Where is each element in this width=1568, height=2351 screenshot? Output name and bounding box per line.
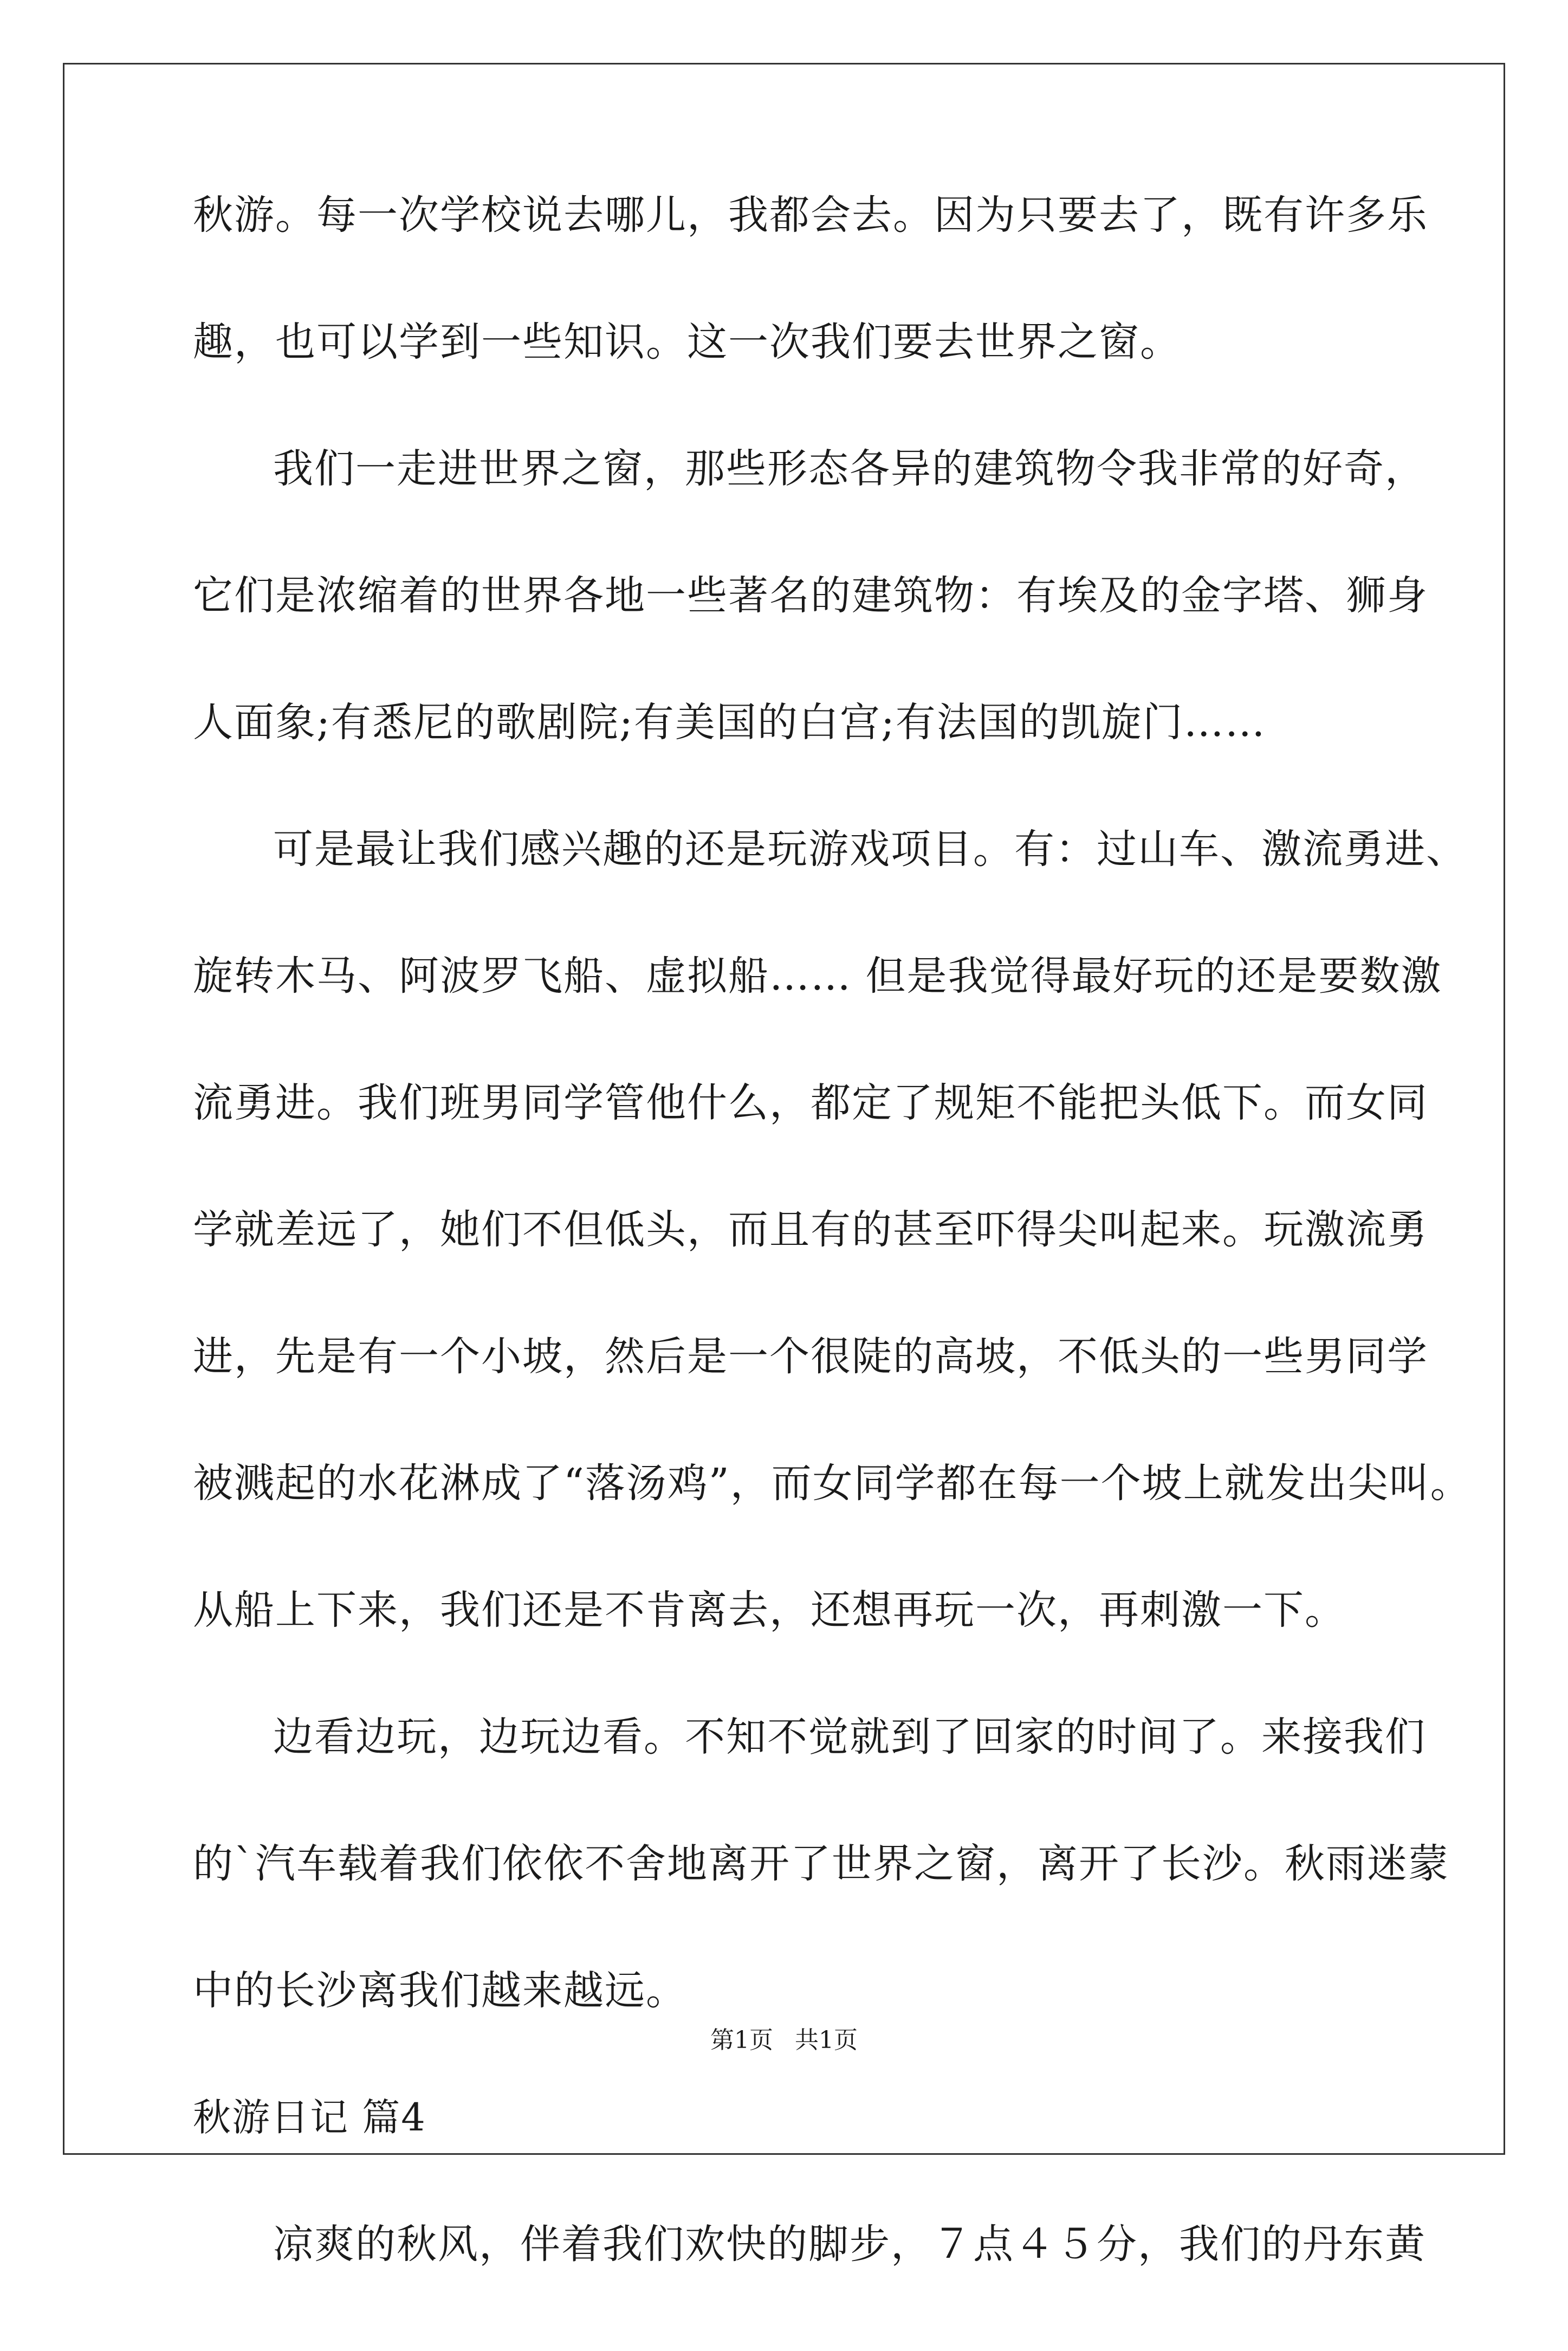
text-line-7: 旋转木马、阿波罗飞船、虚拟船…… 但是我觉得最好玩的还是要数激: [193, 953, 1442, 999]
section-heading: 秋游日记 篇4: [193, 2095, 426, 2140]
text-line-9: 学就差远了，她们不但低头，而且有的甚至吓得尖叫起来。玩激流勇: [193, 1206, 1428, 1253]
page-number: 第1页: [710, 2026, 773, 2054]
page-footer: [0, 2027, 1568, 2054]
text-line-8: 流勇进。我们班男同学管他什么，都定了规矩不能把头低下。而女同: [193, 1080, 1428, 1126]
text-line-1: 秋游。每一次学校说去哪儿，我都会去。因为只要去了，既有许多乐: [193, 192, 1428, 238]
text-line-11: 被溅起的水花淋成了“落汤鸡”，而女同学都在每一个坡上就发出尖叫。: [193, 1460, 1472, 1507]
page-total: 共1页: [795, 2026, 858, 2054]
text-line-3: 我们一走进世界之窗，那些形态各异的建筑物令我非常的好奇，: [273, 445, 1426, 492]
text-line-12: 从船上下来，我们还是不肯离去，还想再玩一次，再刺激一下。: [193, 1587, 1346, 1633]
text-line-2: 趣，也可以学到一些知识。这一次我们要去世界之窗。: [193, 319, 1181, 365]
text-line-14: 的`汽车载着我们依依不舍地离开了世界之窗，离开了长沙。秋雨迷蒙: [193, 1840, 1449, 1887]
text-line-13: 边看边玩，边玩边看。不知不觉就到了回家的时间了。来接我们: [273, 1714, 1426, 1760]
text-line-10: 进，先是有一个小坡，然后是一个很陡的高坡，不低头的一些男同学: [193, 1333, 1428, 1380]
text-line-6: 可是最让我们感兴趣的还是玩游戏项目。有：过山车、激流勇进、: [273, 826, 1467, 873]
text-line-4: 它们是浓缩着的世界各地一些著名的建筑物：有埃及的金字塔、狮身: [193, 572, 1428, 619]
text-line-17: 凉爽的秋风，伴着我们欢快的脚步，７点４５分，我们的丹东黄: [273, 2221, 1426, 2268]
text-line-15: 中的长沙离我们越来越远。: [193, 1967, 687, 2014]
text-line-5: 人面象;有悉尼的歌剧院;有美国的白宫;有法国的凯旋门……: [193, 699, 1266, 746]
